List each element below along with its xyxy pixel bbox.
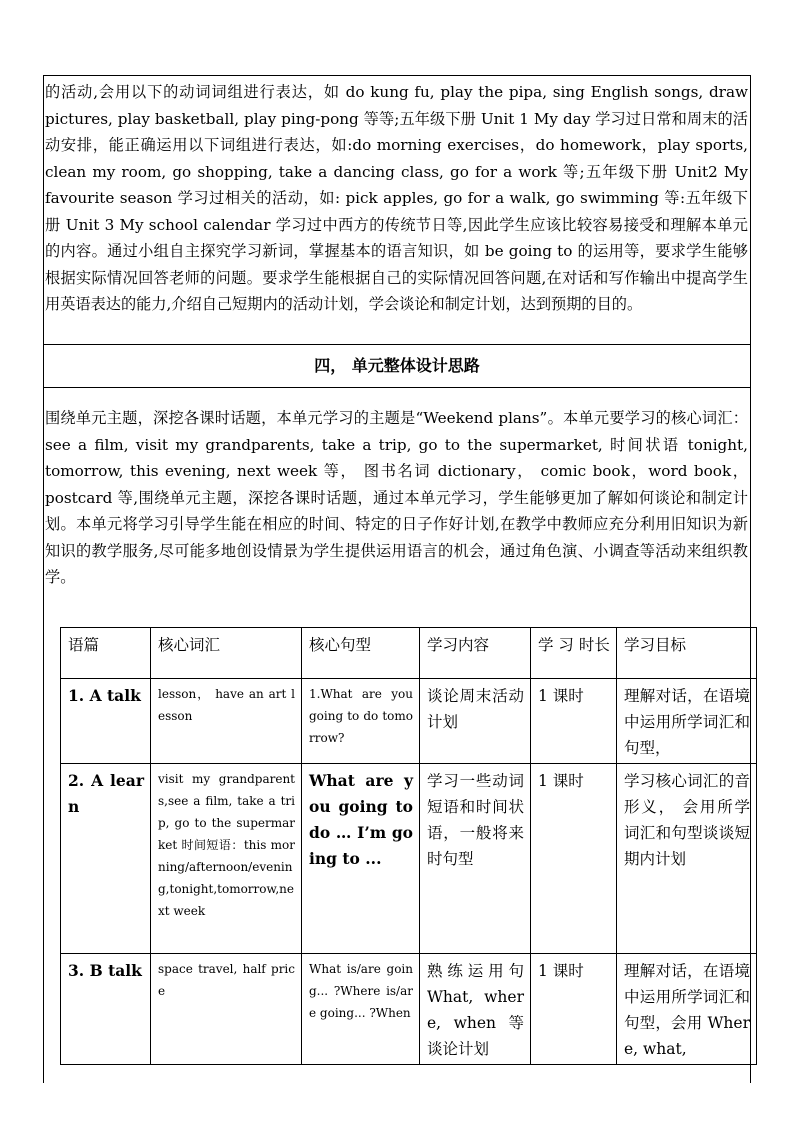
- row-hours: 1 课时: [531, 679, 617, 764]
- design-paragraph: 围绕单元主题，深挖各课时话题，本单元学习的主题是“Weekend plans”。本单元要学习的核心词汇：see a film, visit my grandparents, take a trip, go to the supermarket, 时间状语 tonight, tomorrow, this evening, next week 等， 图书名词 dictionary， comic book，word book， postcard 等,围绕单元主题，深挖各课时话题，通过本单元学习，学生能够更加了解如何谈论和制定计划。本单元将学习引导学生能在相应的时间、特定的日子作好计划,在教学中教师应充分利用旧知识为新知识的教学服务,尽可能多地创设情景为学生提供运用语言的机会，通过角色演、小调查等活动来组织教学。: [45, 409, 748, 586]
- row-section: 2. A learn: [61, 764, 151, 954]
- header-hours: 学 习 时长: [531, 628, 617, 679]
- section-heading: 四， 单元整体设计思路: [314, 356, 480, 375]
- row-section: 1. A talk: [61, 679, 151, 764]
- header-vocab: 核心词汇: [151, 628, 302, 679]
- row-pattern: What are you going to do … I’m going to ...: [302, 764, 420, 954]
- section-divider-bottom: [43, 387, 751, 388]
- row-pattern: 1.What are you going to do tomorrow?: [302, 679, 420, 764]
- table-row: [61, 764, 757, 954]
- row-hours: 1 课时: [531, 954, 617, 1065]
- header-pattern: 核心句型: [302, 628, 420, 679]
- header-goal: 学习目标: [617, 628, 757, 679]
- row-vocab: visit my grandparents,see a film, take a trip, go to the supermarket 时间短语：this morning/afternoon/evening,tonight,tomorrow,next week: [151, 764, 302, 954]
- row-goal: 学习核心词汇的音形义， 会用所学词汇和句型谈谈短期内计划: [617, 764, 757, 954]
- row-content: 学习一些动词短语和时间状语，一般将来时句型: [420, 764, 531, 954]
- row-vocab: space travel, half price: [151, 954, 302, 1065]
- unit-plan-table: [60, 627, 757, 1065]
- row-content: 熟练运用句 What, where, when 等谈论计划: [420, 954, 531, 1065]
- header-section: 语篇: [61, 628, 151, 679]
- row-goal: 理解对话，在语境中运用所学词汇和句型，会用 Where, what,: [617, 954, 757, 1065]
- row-hours: 1 课时: [531, 764, 617, 954]
- table-header-row: [61, 628, 757, 679]
- table-row: [61, 954, 757, 1065]
- row-goal: 理解对话，在语境中运用所学词汇和句型，: [617, 679, 757, 764]
- intro-paragraph: 的活动,会用以下的动词词组进行表达，如 do kung fu, play the pipa, sing English songs, draw pictures, play basketball, play ping-pong 等等;五年级下册 Unit 1 My day 学习过日常和周末的活动安排，能正确运用以下词组进行表达，如:do morning exercises，do homework，play sports, clean my room, go shopping, take a dancing class, go for a work 等;五年级下册 Unit2 My favourite season 学习过相关的活动，如: pick apples, go for a walk, go swimming 等:五年级下册 Unit 3 My school calendar 学习过中西方的传统节日等,因此学生应该比较容易接受和理解本单元的内容。通过小组自主探究学习新词，掌握基本的语言知识，如 be going to 的运用等，要求学生能够根据实际情况回答老师的问题。要求学生能根据自己的实际情况回答问题,在对话和写作输出中提高学生用英语表达的能力,介绍自己短期内的活动计划，学会谈论和制定计划，达到预期的目的。: [45, 83, 748, 313]
- row-pattern: What is/are going... ?Where is/are going... ?When: [302, 954, 420, 1065]
- row-vocab: lesson， have an art lesson: [151, 679, 302, 764]
- frame-top-border: [43, 75, 751, 76]
- table-row: [61, 679, 757, 764]
- header-content: 学习内容: [420, 628, 531, 679]
- row-content: 谈论周末活动计划: [420, 679, 531, 764]
- row-section: 3. B talk: [61, 954, 151, 1065]
